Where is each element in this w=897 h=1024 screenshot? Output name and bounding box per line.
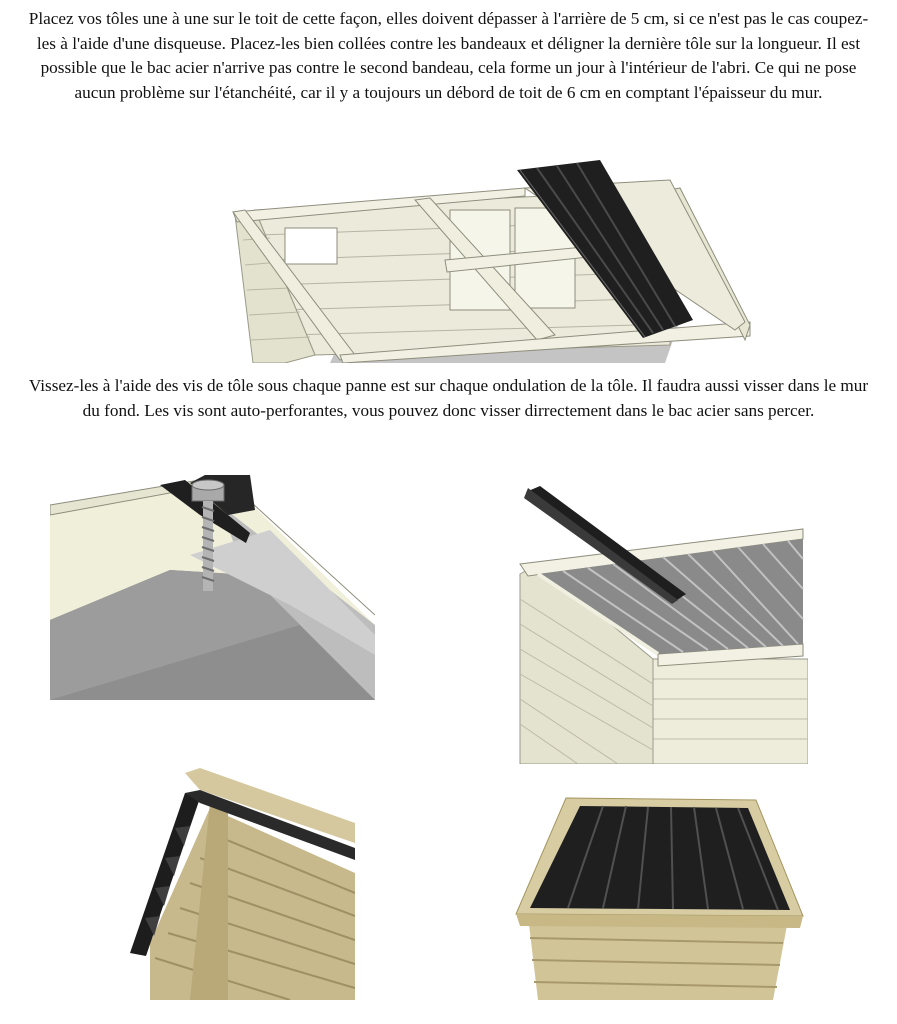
instruction-paragraph-1: Placez vos tôles une à une sur le toit de cette façon, elles doivent dépasser à l'arrière de 5 cm, si ce n'est pas le cas coupez-les à l'aide d'une disqueuse. Placez-les bien collées contre les bandeaux et déligner la dernière tôle sur la longueur. Il est possible que le bac acier n'arrive pas contre le second bandeau, cela forme un jour à l'intérieur de l'abri. Ce qui ne pose aucun problème sur l'étanchéité, car il y a toujours un débord de toit de 6 cm en comptant l'épaisseur du mur. (28, 9, 869, 102)
figure-wooden-shed-black-roof (498, 768, 818, 1000)
figure-screw-closeup (50, 475, 375, 700)
figure-last-sheet-placement (498, 484, 808, 764)
instruction-paragraph-2: Vissez-les à l'aide des vis de tôle sous chaque panne est sur chaque ondulation de la tôle. Il faudra aussi visser dans le mur du fond. Les vis sont auto-perforantes, vous pouvez donc visser dirrectement dans le bac acier sans percer. (28, 376, 869, 420)
figure-first-sheet-placement (225, 150, 765, 363)
figure-wooden-shed-side (50, 768, 355, 1000)
